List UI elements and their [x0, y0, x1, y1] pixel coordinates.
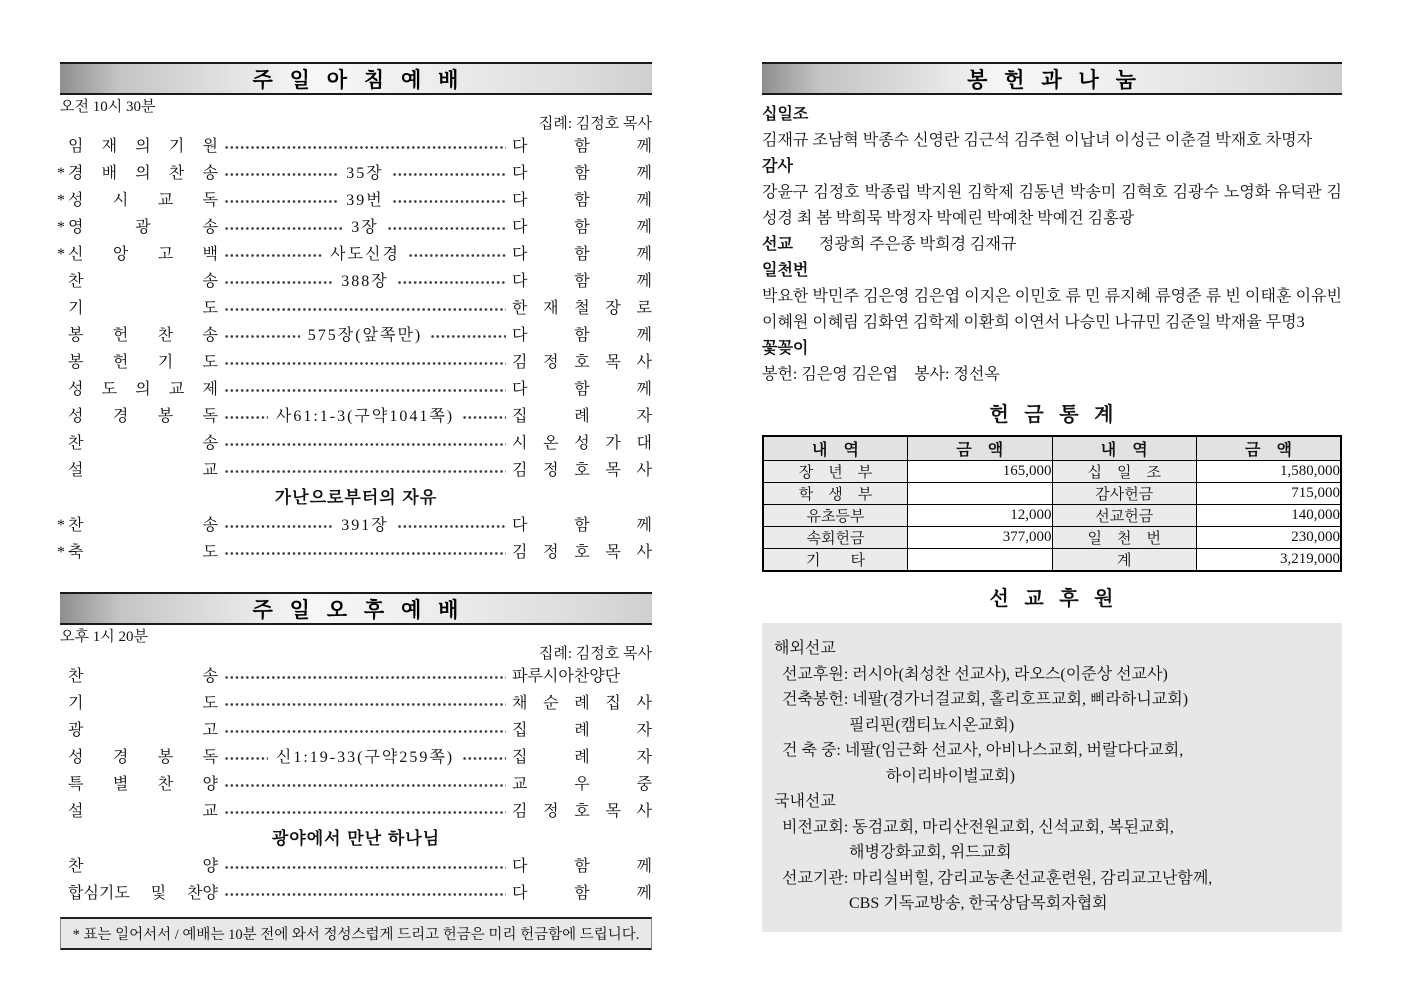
leader-dots — [224, 892, 506, 897]
row-label: 봉 헌 찬 송 — [68, 327, 218, 344]
row-label: 기 도 — [68, 300, 218, 317]
footnote-box: * 표는 일어서서 / 예배는 10분 전에 와서 정성스럽게 드리고 헌금은 미리 헌금함에 드립니다. — [60, 917, 652, 950]
morning-presider: 집례: 김정호 목사 — [538, 116, 652, 132]
row-name: 다 함 께 — [512, 165, 652, 182]
leader-dots — [224, 388, 506, 393]
row-name: 채 순 례 집 사 — [512, 695, 652, 712]
row-label: 찬 송 — [68, 273, 218, 290]
mission-line: 건 축 중: 네팔(임근화 선교사, 아비나스교회, 버랄다다교회, — [782, 742, 1184, 759]
row-name: 집 례 자 — [512, 722, 652, 739]
row-label: 설 교 — [68, 462, 218, 479]
stand-marker: * — [57, 544, 65, 561]
mission-offering-line — [762, 232, 1342, 258]
afternoon-service-header — [60, 592, 652, 625]
thanks-heading: 감사 — [762, 158, 793, 175]
leader-dots — [462, 415, 506, 420]
leader-dots — [408, 253, 506, 258]
row-label: 임 재 의 기 원 — [68, 138, 218, 155]
col-header-amount: 금 액 — [1197, 436, 1342, 461]
category-cell: 기 타 — [763, 549, 908, 572]
worship-row — [60, 295, 652, 322]
amount-cell — [908, 549, 1053, 572]
category-cell: 유초등부 — [763, 505, 908, 527]
row-name: 김 정 호 목 사 — [512, 462, 652, 479]
row-label: 설 교 — [68, 803, 218, 820]
row-value: 35장 — [346, 165, 384, 182]
row-label: 성 시 교 독 — [68, 192, 218, 209]
worship-row — [57, 512, 652, 539]
leader-dots — [224, 551, 506, 556]
leader-dots — [224, 253, 322, 258]
mission-line: 건축봉헌: 네팔(경가너걸교회, 홀리호프교회, 삐라하니교회) — [782, 691, 1189, 708]
thanks-names: 강윤구 김정호 박종립 박지원 김학제 김동년 박송미 김혁호 김광수 노영화 유덕관 김성경 최 봄 박희묵 박정자 박예린 박예찬 박예건 김홍광 — [762, 184, 1342, 227]
leader-dots — [224, 865, 506, 870]
total-label-cell: 계 — [1052, 549, 1197, 572]
leader-dots — [224, 145, 506, 150]
row-name: 다 함 께 — [512, 885, 652, 902]
row-value: 3장 — [351, 219, 379, 236]
thousand-heading: 일천번 — [762, 262, 809, 279]
row-name: 다 함 께 — [512, 138, 652, 155]
worship-row — [60, 457, 652, 484]
col-header-category: 내 역 — [763, 436, 908, 461]
mission-line: 해외선교 — [774, 640, 836, 657]
row-value: 신1:19-33(구약259쪽) — [275, 749, 455, 766]
stand-marker: * — [57, 517, 65, 534]
row-label: 경 배 의 찬 송 — [68, 165, 218, 182]
worship-row — [57, 539, 652, 566]
row-label: 광 고 — [68, 722, 218, 739]
table-row — [763, 505, 1341, 527]
leader-dots — [224, 361, 506, 366]
right-column — [762, 62, 1342, 932]
col-header-category: 내 역 — [1052, 436, 1197, 461]
offering-stats-title: 헌 금 통 계 — [989, 404, 1115, 426]
morning-service-header — [60, 62, 652, 95]
amount-cell: 1,580,000 — [1197, 461, 1342, 483]
row-label: 성 경 봉 독 — [68, 749, 218, 766]
leader-dots — [224, 702, 506, 707]
category-cell: 일 천 번 — [1052, 527, 1197, 549]
row-label: 축 도 — [68, 544, 218, 561]
row-name: 교 우 중 — [512, 776, 652, 793]
amount-cell: 165,000 — [908, 461, 1053, 483]
amount-cell: 140,000 — [1197, 505, 1342, 527]
row-label: 영 광 송 — [68, 219, 218, 236]
morning-sermon-title: 가난으로부터의 자유 — [274, 488, 438, 507]
leader-dots — [224, 783, 506, 788]
mission-line: 국내선교 — [774, 793, 836, 810]
offering-sharing-section — [762, 102, 1342, 388]
row-name: 다 함 께 — [512, 517, 652, 534]
leader-dots — [392, 199, 506, 204]
worship-row — [60, 322, 652, 349]
mission-heading: 선교 — [762, 236, 793, 253]
stand-marker: * — [57, 192, 65, 209]
worship-row — [60, 771, 652, 798]
mission-line: 선교기관: 마리실버힐, 감리교농촌선교훈련원, 감리교고난함께, — [782, 869, 1213, 887]
row-label: 성 경 봉 독 — [68, 408, 218, 425]
mission-line: 해병강화교회, 위드교회 — [849, 844, 1012, 861]
amount-cell: 377,000 — [908, 527, 1053, 549]
offering-sharing-title: 봉 헌 과 나 눔 — [967, 68, 1137, 92]
leader-dots — [224, 675, 506, 680]
worship-row — [60, 663, 652, 690]
category-cell: 십 일 조 — [1052, 461, 1197, 483]
table-row — [763, 549, 1341, 572]
leader-dots — [224, 199, 338, 204]
row-label: 합심기도 및 찬양 — [68, 885, 218, 902]
row-name: 다 함 께 — [512, 219, 652, 236]
afternoon-presider: 집례: 김정호 목사 — [538, 646, 652, 662]
table-header-row — [763, 436, 1341, 461]
flower-heading: 꽃꽂이 — [762, 340, 809, 357]
row-name: 김 정 호 목 사 — [512, 354, 652, 371]
category-cell: 장 년 부 — [763, 461, 908, 483]
leader-dots — [397, 524, 506, 529]
row-label: 성 도 의 교 제 — [68, 381, 218, 398]
worship-row — [60, 690, 652, 717]
left-column — [57, 62, 653, 950]
leader-dots — [397, 280, 506, 285]
worship-row — [60, 376, 652, 403]
afternoon-service-time: 오후 1시 20분 — [60, 629, 148, 645]
row-value: 575장(앞쪽만) — [307, 327, 423, 344]
leader-dots — [224, 172, 338, 177]
leader-dots — [224, 334, 300, 339]
total-amount-cell: 3,219,000 — [1197, 549, 1342, 572]
row-label: 찬 송 — [68, 668, 218, 685]
worship-row — [60, 403, 652, 430]
worship-row — [57, 160, 652, 187]
row-label: 찬 송 — [68, 517, 218, 534]
amount-cell — [908, 483, 1053, 505]
leader-dots — [462, 756, 506, 761]
stand-marker: * — [57, 246, 65, 263]
worship-row — [60, 798, 652, 825]
row-value: 사61:1-3(구약1041쪽) — [275, 408, 455, 425]
worship-row — [60, 880, 652, 907]
mission-line: CBS 기독교방송, 한국상담목회자협회 — [849, 895, 1108, 912]
row-value: 391장 — [341, 517, 389, 534]
leader-dots — [224, 469, 506, 474]
leader-dots — [224, 307, 506, 312]
row-name: 다 함 께 — [512, 381, 652, 398]
afternoon-sermon-title: 광야에서 만난 하나님 — [271, 829, 441, 848]
worship-row — [57, 214, 652, 241]
morning-service-time: 오전 10시 30분 — [60, 99, 156, 115]
leader-dots — [224, 810, 506, 815]
amount-cell: 230,000 — [1197, 527, 1342, 549]
worship-row — [60, 430, 652, 457]
row-label: 찬 양 — [68, 858, 218, 875]
row-name: 다 함 께 — [512, 192, 652, 209]
category-cell: 선교헌금 — [1052, 505, 1197, 527]
leader-dots — [430, 334, 506, 339]
leader-dots — [224, 226, 343, 231]
leader-dots — [224, 524, 333, 529]
table-row — [763, 461, 1341, 483]
mission-line: 비전교회: 동검교회, 마리산전원교회, 신석교회, 복된교회, — [782, 818, 1174, 836]
col-header-amount: 금 액 — [908, 436, 1053, 461]
row-value: 사도신경 — [330, 246, 400, 263]
row-name: 집 례 자 — [512, 408, 653, 425]
row-label: 봉 헌 기 도 — [68, 354, 218, 371]
leader-dots — [224, 280, 333, 285]
mission-support-title: 선 교 후 원 — [989, 588, 1115, 610]
row-value: 388장 — [341, 273, 389, 290]
mission-line: 선교후원: 러시아(최성찬 선교사), 라오스(이준상 선교사) — [782, 665, 1168, 683]
worship-row — [60, 744, 652, 771]
mission-line: 필리핀(캠티뇨시온교회) — [849, 716, 1015, 734]
stand-marker: * — [57, 165, 65, 182]
row-name: 파루시아찬양단 — [512, 668, 621, 685]
leader-dots — [224, 415, 268, 420]
table-row — [763, 483, 1341, 505]
row-name: 다 함 께 — [512, 273, 652, 290]
row-label: 찬 송 — [68, 435, 218, 452]
row-label: 특 별 찬 양 — [68, 776, 218, 793]
flower-names: 봉헌: 김은영 김은엽 봉사: 정선옥 — [762, 366, 1000, 383]
row-name: 김 정 호 목 사 — [512, 544, 652, 561]
morning-service-title: 주 일 아 침 예 배 — [252, 68, 460, 92]
offering-sharing-header — [762, 62, 1342, 95]
offering-stats-table — [762, 435, 1342, 572]
row-label: 기 도 — [68, 695, 218, 712]
row-label: 신 앙 고 백 — [68, 246, 218, 263]
row-name: 한 재 철 장 로 — [512, 300, 652, 317]
leader-dots — [392, 172, 506, 177]
mission-names: 정광희 주은종 박희경 김재규 — [818, 236, 1017, 253]
thousand-names: 박요한 박민주 김은영 김은엽 이지은 이민호 류 민 류지혜 류영준 류 빈 이태훈 이유빈 이혜원 이혜림 김화연 김학제 이환희 이연서 나승민 나규민 김준일 박재율 무명3 — [762, 288, 1342, 331]
row-value: 39번 — [346, 192, 384, 209]
row-name: 다 함 께 — [512, 327, 653, 344]
amount-cell: 715,000 — [1197, 483, 1342, 505]
table-row — [763, 527, 1341, 549]
row-name: 시 온 성 가 대 — [512, 435, 652, 452]
row-name: 다 함 께 — [512, 246, 653, 263]
stand-marker: * — [57, 219, 65, 236]
leader-dots — [224, 756, 268, 761]
row-name: 다 함 께 — [512, 858, 652, 875]
leader-dots — [224, 729, 506, 734]
worship-row — [60, 853, 652, 880]
amount-cell: 12,000 — [908, 505, 1053, 527]
leader-dots — [224, 442, 506, 447]
mission-support-box — [762, 623, 1342, 932]
worship-row — [57, 187, 652, 214]
row-name: 김 정 호 목 사 — [512, 803, 652, 820]
tithe-heading: 십일조 — [762, 106, 809, 123]
worship-row — [60, 133, 652, 160]
worship-row — [57, 241, 653, 268]
category-cell: 속회헌금 — [763, 527, 908, 549]
leader-dots — [387, 226, 506, 231]
afternoon-service-title: 주 일 오 후 예 배 — [252, 598, 460, 622]
mission-line: 하이리바이벌교회) — [886, 767, 1015, 785]
tithe-names: 김재규 조남혁 박종수 신영란 김근석 김주현 이납녀 이성근 이춘걸 박재호 차명자 — [762, 132, 1313, 149]
row-name: 집 례 자 — [512, 749, 653, 766]
worship-row — [60, 349, 652, 376]
category-cell: 감사헌금 — [1052, 483, 1197, 505]
category-cell: 학 생 부 — [763, 483, 908, 505]
worship-row — [60, 268, 652, 295]
worship-row — [60, 717, 652, 744]
